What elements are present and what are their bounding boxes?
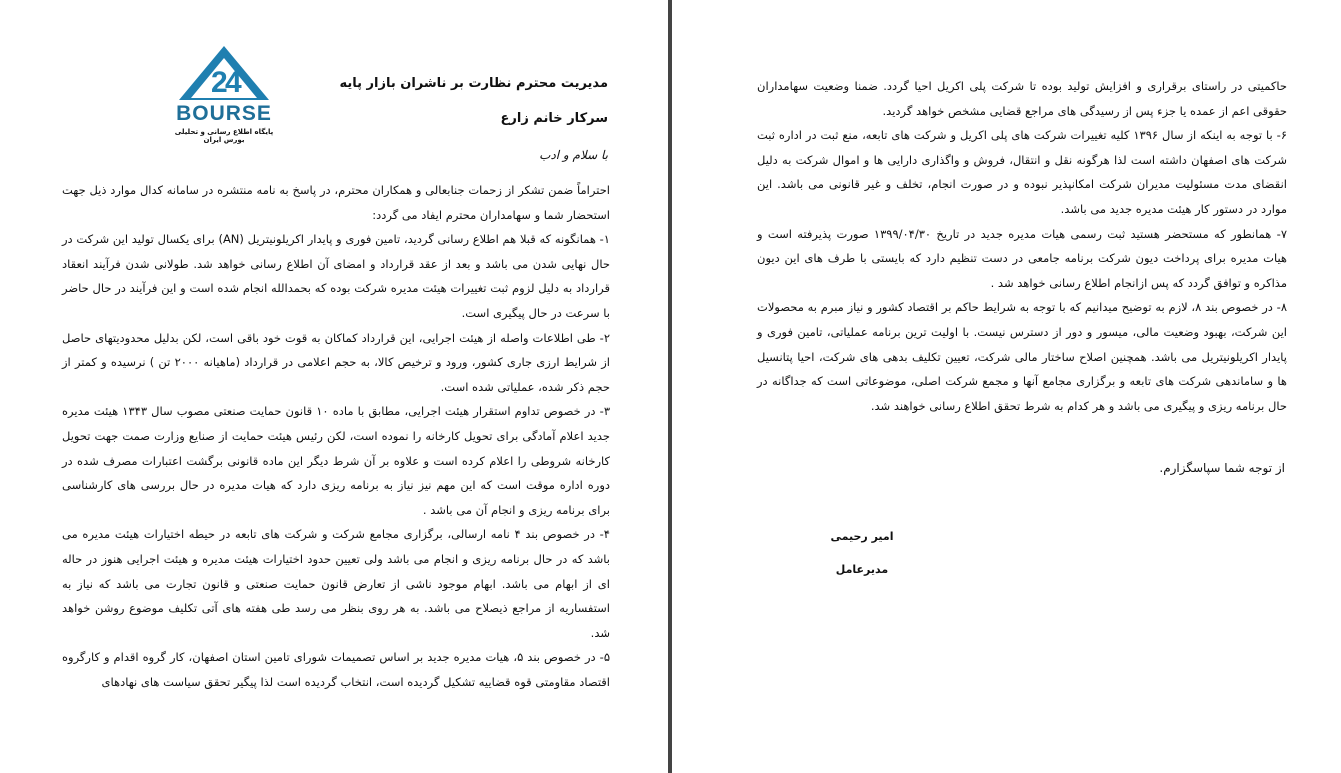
letter-honorific: سرکار خانم زارع [500,111,608,126]
letter-item-4: ۴- در خصوص بند ۴ نامه ارسالی، برگزاری مجامع شرکت و شرکت های تابعه در حیطه اختیارات هیئت مدیره می باشد که در حال برنامه ریزی و انجام می باشد ولی تعیین حدود اختیارات هیئت مدیره و هیئت اجرایی هنوز در حاله ای از ابهام می باشد. ابهام موجود ناشی از تعارض قانون حمایت صنعتی و قانون تجارت می باشد که نیاز به استفساریه از مراجع ذیصلاح می باشد. به هر روی بنظر می رسد طی هفته های آتی تکلیف موضوع روشن خواهد شد. [62,527,610,640]
letter-item-8: ۸- در خصوص بند ۸، لازم به توضیح میدانیم که با توجه به شرایط حاکم بر اقتصاد کشور و نیاز مبرم به محصولات این شرکت، بهبود وضعیت مالی، میسور و دور از دسترس نیست. با اولیت ترین برنامه عملیاتی، تامین فوری و پایدار اکریلونیتریل می باشد. همچنین اصلاح ساختار مالی شرکت، تعیین تکلیف بدهی های شرکت، احیا پتانسیل ها و ساماندهی شرکت های تابعه و برگزاری مجامع آنها و مجمع شرکت اصلی، موضوعاتی است که جداگانه در حال برنامه ریزی و پیگیری می باشد و هر کدام به شرط تحقق اطلاع رسانی خواهند شد. [757,300,1287,413]
letter-item-2: ۲- طی اطلاعات واصله از هیئت اجرایی، این قرارداد کماکان به قوت خود باقی است، لکن بدلیل محدودیتهای حاصل از شرایط ارزی جاری کشور، ورود و ترخیص کالا، به حجم اعلامی در قرارداد (ماهیانه ۲۰۰۰ تن ) نرسیده و کمتر از حجم ذکر شده، عملیاتی شده است. [62,330,610,394]
letter-item-6: ۶- با توجه به اینکه از سال ۱۳۹۶ کلیه تغییرات شرکت های پلی اکریل و شرکت های تابعه، منع ثبت در اداره ثبت شرکت های اصفهان داشته است لذا هرگونه نقل و انتقال، فروش و واگذاری دارایی ها و اموال شرکت به دلیل انقضای مدت مسئولیت مدیران شرکت امکانپذیر نبوده و در صورت انجام، تخلف و غیر قانونی می باشد. این موارد در دستور کار هیئت مدیره جدید می باشد. [757,128,1287,216]
page-right [672,0,1341,773]
signer-title: مدیرعامل [835,563,889,576]
letter-item-5-continued: حاکمیتی در راستای برقراری و افزایش تولید بوده تا شرکت پلی اکریل احیا گردد. ضمنا وضعیت سهامداران حقوقی اعم از عمده یا جزء پس از رسیدگی های مراجع قضایی مشخص خواهد گردید. [757,79,1287,118]
letter-item-7: ۷- همانطور که مستحضر هستید ثبت رسمی هیات مدیره جدید در تاریخ ۱۳۹۹/۰۴/۳۰ صورت پذیرفته است و هیات مدیره برای پرداخت دیون شرکت برنامه جامعی در دست تنظیم دارد که بایستی با طرف های این دیون مذاکره و توافق گردد که پس ازانجام اطلاع رسانی خواهد شد . [757,226,1287,290]
letter-item-3: ۳- در خصوص تداوم استقرار هیئت اجرایی، مطابق با ماده ۱۰ قانون حمایت صنعتی مصوب سال ۱۳۴۳ هیئت مدیره جدید اعلام آمادگی برای تحویل کارخانه را نموده است، لکن رئیس هیئت حمایت از صنایع وزارت صمت جهت تحویل کارخانه شروطی را اعلام کرده است و علاوه بر آن شرط دیگر این ماده قانونی برگشت اعتبارات مصرف شده در دوره اداره موقت است که این مهم نیز نیاز به برنامه ریزی دارد که هیات مدیره در حال بررسی های کارشناسی برای برنامه ریزی و انجام آن می باشد . [62,404,610,517]
logo-brand: BOURSE [176,102,272,125]
letter-item-1: ۱- همانگونه که قبلا هم اطلاع رسانی گردید، تامین فوری و پایدار اکریلونیتریل (AN) برای یکسال تولید این شرکت در حال نهایی شدن می باشد و بعد از عقد قرارداد و امضای آن اطلاع رسانی خواهد شد. طولانی شدن فرآیند انعقاد قرارداد به دلیل لزوم ثبت تغییرات هیئت مدیره شرکت بوده که بحمدالله انجام شده است و این فرآیند در حال حاضر با سرعت در حال پیگیری است. [62,232,610,320]
letter-body-left [62,178,610,694]
letter-addressee: مدیریت محترم نظارت بر ناشران بازار پایه [339,76,608,91]
letter-intro: احتراماً ضمن تشکر از زحمات جنابعالی و همکاران محترم، در پاسخ به نامه منتشره در سامانه کدال موارد ذیل جهت استحضار شما و سهامداران محترم ایفاد می گردد: [62,183,610,222]
svg-text:4: 4 [225,66,242,99]
letter-salutation: با سلام و ادب [539,148,608,162]
bourse-logo [165,42,283,154]
page-left [0,0,668,773]
logo-subtitle: پایگاه اطلاع رسانی و تحلیلی بورس ایران [174,128,274,144]
letter-item-5: ۵- در خصوص بند ۵، هیات مدیره جدید بر اساس تصمیمات شورای تامین استان اصفهان، کار گروه اقدام و کارگروه اقتصاد مقاومتی قوه قضاییه تشکیل گردیده است، انتخاب گردیده است لذا پیگیر تحقق سیاست های نهادهای [62,650,610,689]
letter-closing: از توجه شما سپاسگزارم. [1159,461,1285,475]
letter-body-right [757,74,1287,418]
bourse-logo-mark [165,42,283,104]
svg-text:2: 2 [211,66,228,99]
signer-name: امیر رحیمی [830,530,894,543]
